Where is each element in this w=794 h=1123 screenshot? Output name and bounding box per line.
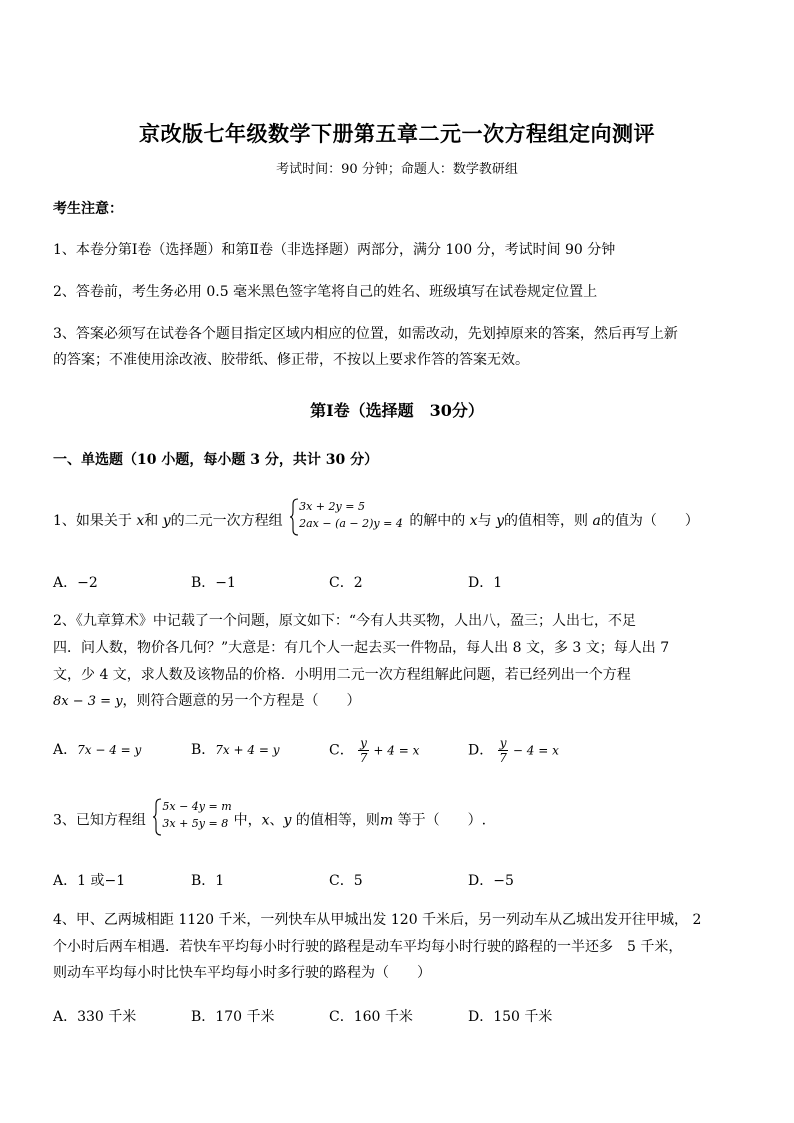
q3-mid: 中， (233, 812, 262, 829)
q2-option-a-label: A． (53, 742, 78, 758)
q1-var-a: a (592, 513, 601, 529)
q4-option-d[interactable]: D．150 千米 (468, 1009, 553, 1025)
q2-option-d-fraction (498, 736, 509, 765)
question-3 (53, 798, 743, 843)
q2-option-a[interactable] (53, 739, 141, 759)
q1-after: 的解中的 (409, 513, 466, 529)
q1-var-y2: y (496, 513, 505, 529)
q2-option-d-rest: − 4 = x (512, 743, 559, 758)
q2-option-d-label: D． (468, 742, 494, 759)
q2-line-4 (53, 688, 743, 715)
q4-line-2: 个小时后两车相遇．若快车平均每小时行驶的路程是动车平均每小时行驶的路程的一半还多 5 千米， (53, 939, 683, 955)
q1-options (53, 572, 743, 602)
q3-sep: 、 (269, 812, 284, 829)
q3-after: 的值相等，则 (295, 812, 380, 829)
q1-var-x2: x (469, 513, 478, 529)
q4-line-1: 4、甲、乙两城相距 1120 千米，一列快车从甲城出发 120 千米后，另一列动车从乙城出发开往甲城， 2 (53, 912, 702, 928)
q1-eq-2: 2ax − (a − 2)y = 4 (299, 517, 403, 530)
q2-option-d[interactable] (468, 736, 559, 765)
notice-item-3-line-1: 3、答案必须写在试卷各个题目指定区域内相应的位置，如需改动，先划掉原来的答案，然后再写上新 (53, 326, 678, 342)
q1-end: 的值为（ ） (600, 513, 699, 529)
q3-end: 等于（ ）. (397, 812, 487, 829)
q1-equal: 的值相等，则 (504, 513, 589, 529)
q2-line-1: 2、《九章算术》中记载了一个问题，原文如下：“今有人共买物，人出八，盈三；人出七，不足 (53, 613, 637, 629)
q4-line-3: 则动车平均每小时比快车平均每小时多行驶的路程为（ ） (53, 965, 431, 981)
q1-option-a[interactable]: A．−2 (53, 575, 98, 591)
q2-option-a-eq: 7x − 4 = y (77, 743, 142, 757)
q4-options (53, 1006, 743, 1036)
q3-var-x: x (261, 812, 270, 829)
q4-option-b[interactable]: B．170 千米 (191, 1009, 275, 1025)
q1-eq-1: 3x + 2y = 5 (299, 500, 365, 513)
fraction-denominator: 7 (359, 751, 368, 765)
q2-options (53, 736, 743, 770)
q3-eq-2: 3x + 5y = 8 (162, 817, 229, 830)
part-heading: 一、单选题（10 小题，每小题 3 分，共计 30 分） (53, 452, 379, 468)
q1-mid: 的二元一次方程组 (170, 513, 283, 529)
q1-option-c[interactable]: C．2 (329, 575, 363, 591)
q3-options (53, 870, 743, 900)
q2-option-c-label: C． (329, 742, 354, 759)
q3-option-d[interactable]: D．−5 (468, 873, 514, 889)
q4-option-c[interactable]: C．160 千米 (329, 1009, 413, 1025)
fraction-numerator: y (360, 736, 367, 750)
q2-line-3: 文，少 4 文，求人数及该物品的价格．小明用二元一次方程组解此问题，若已经列出一个方程 (53, 667, 631, 683)
q1-with: 与 (477, 513, 492, 529)
q1-option-b[interactable]: B．−1 (191, 575, 236, 591)
q2-option-b-label: B． (191, 742, 216, 758)
q2-option-c[interactable] (329, 736, 419, 765)
section-title: 第Ⅰ卷（选择题 30分） (310, 401, 484, 420)
q3-option-c[interactable]: C．5 (329, 873, 363, 889)
q1-var-y: y (162, 513, 171, 529)
notice-heading: 考生注意： (53, 201, 123, 217)
exam-title: 京改版七年级数学下册第五章二元一次方程组定向测评 (139, 121, 655, 146)
q3-var-y: y (283, 812, 292, 829)
q3-prefix: 3、已知方程组 (53, 812, 146, 829)
notice-item-1: 1、本卷分第Ⅰ卷（选择题）和第Ⅱ卷（非选择题）两部分，满分 100 分，考试时间 90 分钟 (53, 242, 616, 258)
q2-option-c-rest: + 4 = x (373, 743, 420, 758)
notice-item-2: 2、答卷前，考生务必用 0.5 毫米黑色签字笔将自己的姓名、班级填写在试卷规定位置上 (53, 284, 598, 300)
q1-var-x: x (136, 513, 145, 529)
q3-option-a[interactable]: A．1 或−1 (53, 873, 126, 889)
brace-icon (152, 798, 162, 836)
notice-item-3-line-2: 的答案；不准使用涂改液、胶带纸、修正带，不按以上要求作答的答案无效。 (53, 352, 529, 368)
brace-icon (289, 498, 299, 536)
q2-line-2: 四．问人数，物价各几何？”大意是：有几个人一起去买一件物品，每人出 8 文，多 3 文；每人出 7 (53, 640, 670, 656)
fraction-numerator: y (499, 736, 507, 750)
q1-equation-system (289, 498, 403, 544)
q4-option-a[interactable]: A．330 千米 (53, 1009, 137, 1025)
q1-option-d[interactable]: D．1 (468, 575, 503, 591)
q1-prefix: 1、如果关于 (53, 513, 132, 529)
q3-option-b[interactable]: B．1 (191, 873, 225, 889)
q2-option-c-fraction (358, 736, 369, 765)
q2-option-b-eq: 7x + 4 = y (215, 743, 280, 757)
fraction-denominator: 7 (499, 751, 507, 765)
q2-given-equation: 8x − 3 = y (53, 694, 123, 709)
exam-subtitle: 考试时间：90 分钟；命题人：数学教研组 (276, 162, 518, 177)
question-1 (53, 498, 743, 544)
q3-var-m: m (379, 812, 394, 829)
q1-and: 和 (144, 513, 159, 529)
q2-option-b[interactable] (191, 739, 279, 759)
q3-eq-1: 5x − 4y = m (162, 800, 232, 813)
q3-equation-system (152, 798, 231, 843)
q2-line-4-text: ，则符合题意的另一个方程是（ ） (122, 693, 361, 709)
